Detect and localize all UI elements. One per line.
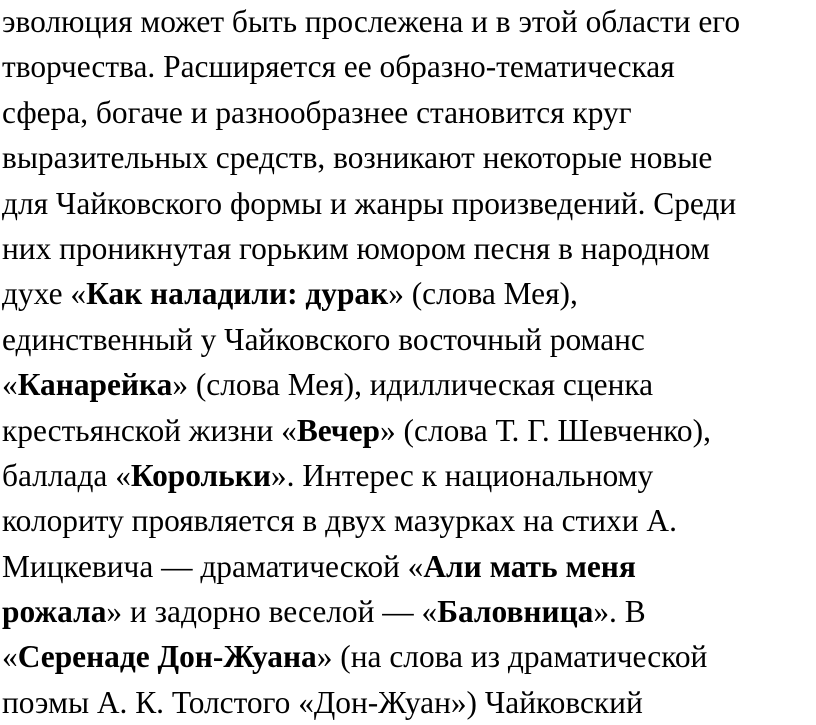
song-title-ali-mat-part-2: рожала bbox=[2, 594, 107, 630]
song-title-serenada: Серенаде Дон-Жуана bbox=[17, 639, 317, 675]
text-line-9: «Канарейка» (слова Мея), идиллическая сценка bbox=[2, 367, 654, 403]
song-title-balovnitsa: Баловница bbox=[437, 594, 594, 630]
body-paragraph bbox=[2, 0, 814, 725]
text-line-7: духе «Как наладили: дурак» (слова Мея), bbox=[2, 276, 578, 312]
song-title-kanareyka: Канарейка bbox=[17, 367, 173, 403]
document-page bbox=[2, 0, 814, 725]
text-line-3: сфера, богаче и разнообразнее становится круг bbox=[2, 94, 632, 130]
song-title-vecher: Вечер bbox=[296, 412, 381, 448]
text-line-13: Мицкевича — драматической «Али мать меня bbox=[2, 548, 636, 584]
text-line-2: творчества. Расширяется ее образно-тематическая bbox=[2, 49, 675, 85]
text-line-1: эволюция может быть прослежена и в этой области его bbox=[2, 4, 741, 39]
text-line-5: для Чайковского формы и жанры произведений. Среди bbox=[2, 185, 737, 221]
text-line-10: крестьянской жизни «Вечер» (слова Т. Г. Шевченко), bbox=[2, 412, 711, 448]
text-line-4: выразительных средств, возникают некоторые новые bbox=[2, 140, 713, 176]
text-line-8: единственный у Чайковского восточный романс bbox=[2, 321, 645, 357]
text-line-15: «Серенаде Дон-Жуана» (на слова из драматической bbox=[2, 639, 708, 675]
text-line-6: них проникнутая горьким юмором песня в народном bbox=[2, 230, 710, 266]
song-title-kak-naladili: Как наладили: дурак bbox=[86, 276, 389, 312]
song-title-ali-mat-part-1: Али мать меня bbox=[423, 548, 636, 584]
text-line-14: рожала» и задорно веселой — «Баловница». В bbox=[2, 594, 646, 630]
song-title-korolki: Корольки bbox=[130, 457, 271, 493]
text-line-12: колориту проявляется в двух мазурках на стихи А. bbox=[2, 503, 677, 539]
text-line-11: баллада «Корольки». Интерес к национальному bbox=[2, 457, 654, 493]
text-line-16: поэмы А. К. Толстого «Дон-Жуан») Чайковский bbox=[2, 684, 643, 720]
